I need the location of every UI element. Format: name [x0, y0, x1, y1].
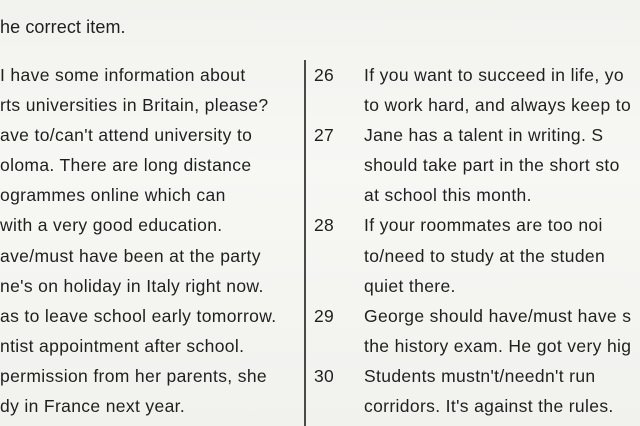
left-line: ogrammes online which can: [0, 185, 226, 206]
question-row: [314, 243, 640, 273]
question-number: [314, 243, 364, 273]
question-text: to/need to study at the studen: [364, 245, 606, 266]
question-number: 26: [314, 65, 335, 85]
question-row: [314, 333, 640, 363]
question-number: 29: [314, 305, 335, 326]
question-text: Students mustn't/needn't run: [364, 365, 596, 386]
left-line: as to leave school early tomorrow.: [0, 305, 277, 326]
question-text: If your roommates are too noi: [364, 215, 603, 236]
question-number: [314, 393, 364, 423]
question-text: corridors. It's against the rules.: [364, 396, 614, 417]
question-text: should take part in the short sto: [364, 155, 620, 176]
question-text: If you want to succeed in life, yo: [364, 65, 624, 85]
question-row: [314, 122, 640, 152]
question-row: [314, 152, 640, 182]
question-number: [314, 182, 364, 212]
question-text: at school this month.: [364, 185, 532, 206]
question-number: [314, 333, 364, 363]
question-number: 30: [314, 365, 335, 386]
left-line: ntist appointment after school.: [0, 335, 245, 356]
question-row: [314, 92, 640, 122]
left-line: dy in France next year.: [0, 396, 186, 417]
question-row: [314, 273, 640, 303]
question-row: [314, 393, 640, 423]
question-row: [314, 363, 640, 393]
instruction-heading: he correct item.: [0, 17, 126, 37]
question-number: 27: [314, 125, 335, 146]
question-row: [314, 62, 640, 92]
left-line: with a very good education.: [0, 215, 223, 236]
left-line: ave/must have been at the party: [0, 245, 261, 266]
column-divider: [304, 60, 306, 426]
left-line: ne's on holiday in Italy right now.: [0, 275, 264, 296]
question-number: 28: [314, 215, 335, 236]
question-number: [314, 273, 364, 303]
question-text: quiet there.: [364, 275, 456, 296]
left-column: [0, 62, 300, 423]
right-column: [314, 62, 640, 423]
left-line: oloma. There are long distance: [0, 155, 252, 176]
question-number: [314, 152, 364, 182]
question-row: [314, 303, 640, 333]
question-text: to work hard, and always keep to: [364, 95, 632, 116]
question-number: [314, 92, 364, 122]
question-text: Jane has a talent in writing. S: [364, 125, 604, 146]
question-row: [314, 212, 640, 242]
question-text: George should have/must have s: [364, 305, 632, 326]
left-line: permission from her parents, she: [0, 365, 268, 386]
left-line: I have some information about: [0, 65, 246, 85]
left-line: rts universities in Britain, please?: [0, 95, 269, 116]
question-text: the history exam. He got very hig: [364, 335, 632, 356]
question-row: [314, 182, 640, 212]
left-line: ave to/can't attend university to: [0, 125, 253, 146]
